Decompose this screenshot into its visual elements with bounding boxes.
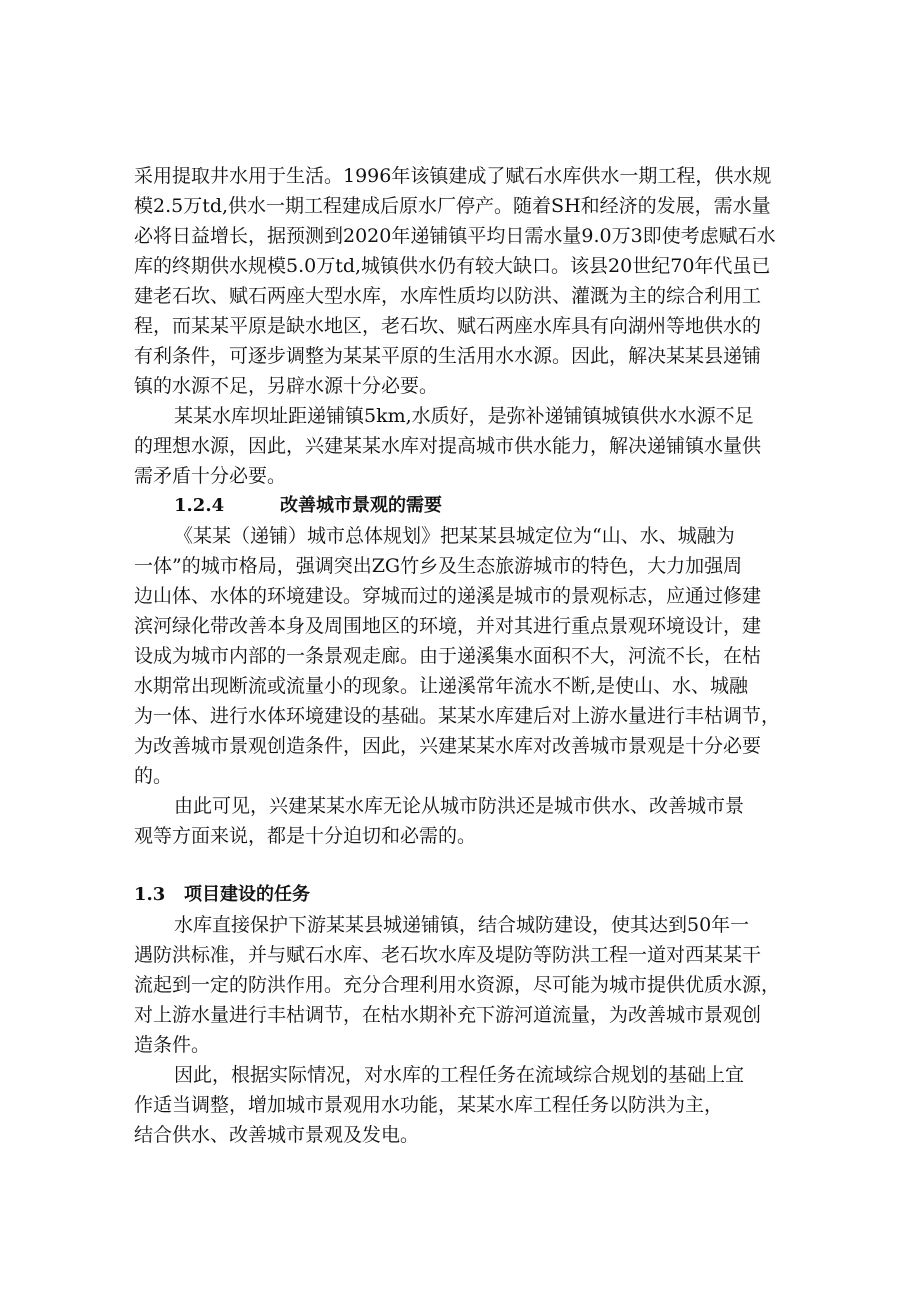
section-spacer [134,851,794,880]
section-title: 项目建设的任务 [184,884,310,905]
text-line: 遇防洪标准，并与赋石水库、老石坎水库及堤防等防洪工程一道对西某某干 [134,944,762,966]
text-line: 滨河绿化带改善本身及周围地区的环境，并对其进行重点景观环境设计，建 [134,615,762,637]
paragraph-reservoir-site [134,401,794,491]
text-line: 《某某（递铺）城市总体规划》把某某县城定位为“山、水、城融为 [174,525,735,547]
paragraph-conclusion [134,791,794,851]
text-line: 库的终期供水规模5.0万td,城镇供水仍有较大缺口。该县20世纪70年代虽已 [134,255,771,277]
paragraph-urban-plan [134,521,794,791]
text-line: 某某水库坝址距递铺镇5km,水质好，是弥补递铺镇城镇供水水源不足 [174,405,754,427]
text-line: 一体”的城市格局，强调突出ZG竹乡及生态旅游城市的特色，大力加强周 [134,555,743,577]
text-line: 设成为城市内部的一条景观走廊。由于递溪集水面积不大，河流不长，在枯 [134,645,762,667]
paragraph-water-supply [134,161,794,401]
document-body [134,161,794,1150]
text-line: 有利条件，可逐步调整为某某平原的生活用水水源。因此，解决某某县递铺 [134,345,762,367]
paragraph-project-tasks [134,910,794,1060]
text-line: 必将日益增长，据预测到2020年递铺镇平均日需水量9.0万3即使考虑赋石水 [134,225,776,247]
text-line: 作适当调整，增加城市景观用水功能，某某水库工程任务以防洪为主， [134,1094,724,1116]
section-title: 改善城市景观的需要 [280,495,442,516]
text-line: 流起到一定的防洪作用。充分合理利用水资源，尽可能为城市提供优质水源， [134,974,781,996]
text-line: 为一体、进行水体环境建设的基础。某某水库建后对上游水量进行丰枯调节， [134,705,781,727]
text-line: 的理想水源，因此，兴建某某水库对提高城市供水能力，解决递铺镇水量供 [134,435,762,457]
text-line: 模2.5万td,供水一期工程建成后原水厂停产。随着SH和经济的发展，需水量 [134,195,771,217]
text-line: 结合供水、改善城市景观及发电。 [134,1124,420,1146]
text-line: 镇的水源不足，另辟水源十分必要。 [134,375,439,397]
text-line: 程，而某某平原是缺水地区，老石坎、赋石两座水库具有向湖州等地供水的 [134,315,762,337]
text-line: 对上游水量进行丰枯调节，在枯水期补充下游河道流量，为改善城市景观创 [134,1004,762,1026]
text-line: 由此可见，兴建某某水库无论从城市防洪还是城市供水、改善城市景 [174,795,745,817]
text-line: 水库直接保护下游某某县城递铺镇，结合城防建设，使其达到50年一 [174,914,750,936]
text-line: 造条件。 [134,1034,211,1056]
text-line: 需矛盾十分必要。 [134,465,287,487]
text-line: 观等方面来说，都是十分迫切和必需的。 [134,825,477,847]
text-line: 采用提取井水用于生活。1996年该镇建成了赋石水库供水一期工程，供水规 [134,165,772,187]
section-heading-1-2-4 [134,491,794,521]
paragraph-task-adjustment [134,1060,794,1150]
text-line: 因此，根据实际情况，对水库的工程任务在流域综合规划的基础上宜 [174,1064,745,1086]
section-number: 1.3 [134,884,166,905]
text-line: 的。 [134,765,173,787]
text-line: 水期常出现断流或流量小的现象。让递溪常年流水不断,是使山、水、城融 [134,675,749,697]
text-line: 建老石坎、赋石两座大型水库，水库性质均以防洪、灌溉为主的综合利用工 [134,285,762,307]
section-number: 1.2.4 [174,495,225,516]
text-line: 边山体、水体的环境建设。穿城而过的递溪是城市的景观标志，应通过修建 [134,585,762,607]
text-line: 为改善城市景观创造条件，因此，兴建某某水库对改善城市景观是十分必要 [134,735,762,757]
section-heading-1-3 [134,880,794,910]
